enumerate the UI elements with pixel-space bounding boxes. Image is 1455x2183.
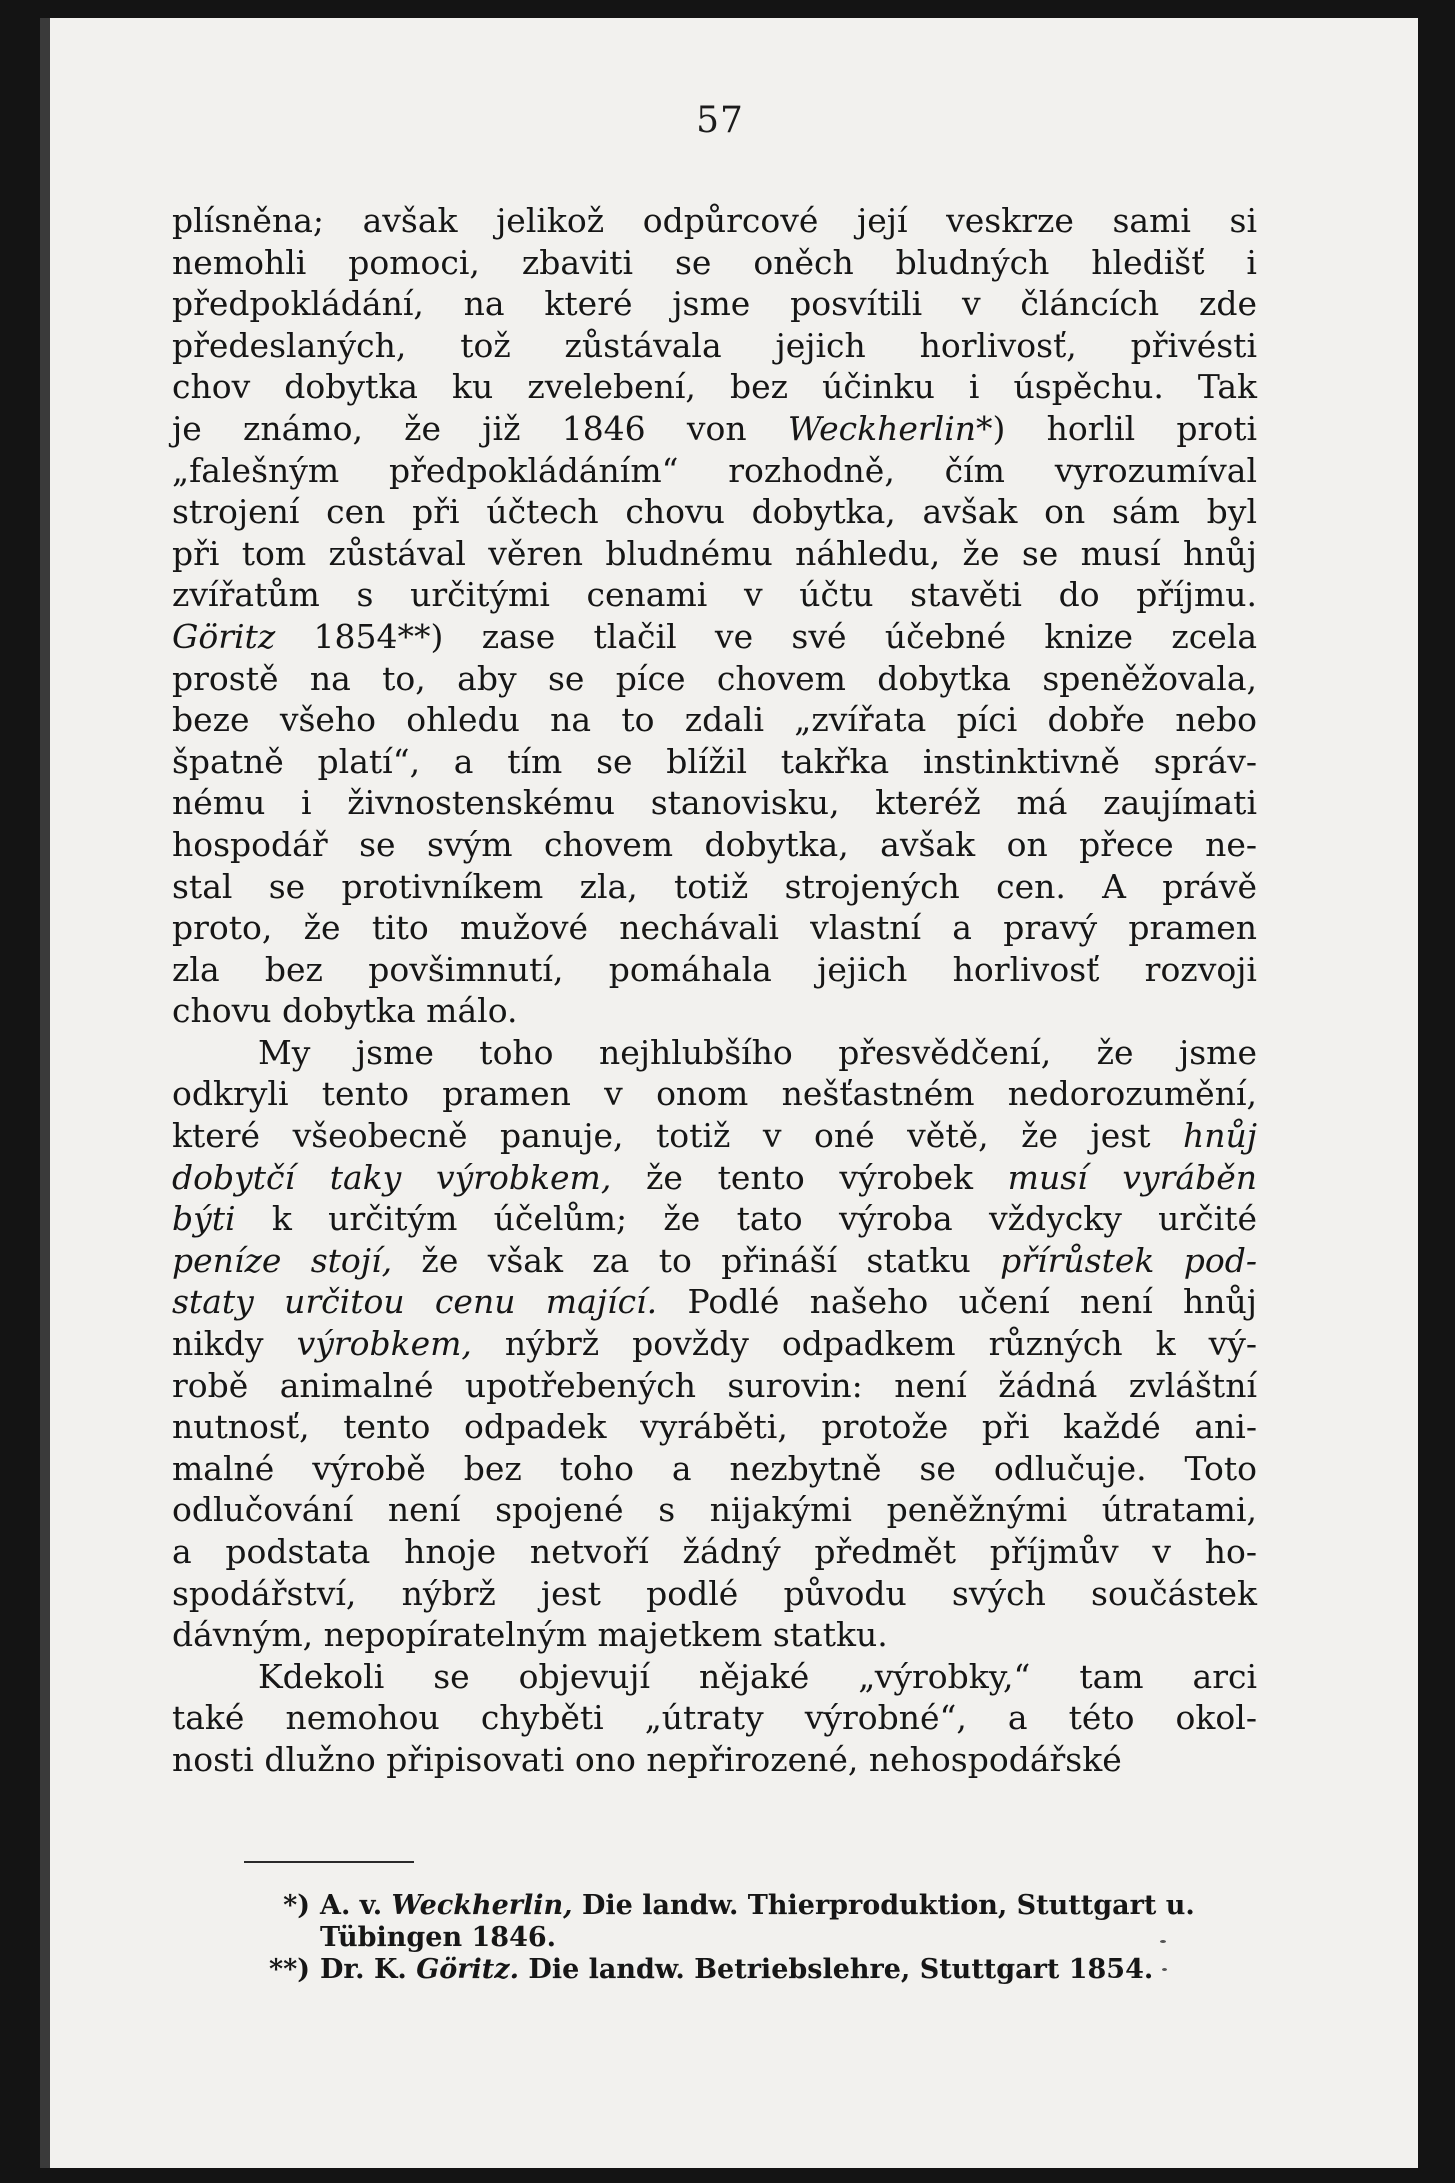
- italic-text: výrobkem,: [296, 1324, 472, 1364]
- text-line: peníze stojí, že však za to přináší statku přírůstek pod-: [172, 1240, 1257, 1280]
- text-line: proto, že tito mužové nechávali vlastní a pravý pramen: [172, 908, 1257, 948]
- text-line: robě animalné upotřebených surovin: není žádná zvláštní: [172, 1365, 1257, 1405]
- footnotes: [250, 1890, 1260, 1986]
- italic-text: musí vyráběn: [1007, 1157, 1257, 1197]
- text-line: plísněna; avšak jelikož odpůrcové její veskrze sami si: [172, 201, 1257, 240]
- footnote-line: **) Dr. K. Göritz. Die landw. Betriebslehre, Stuttgart 1854.: [250, 1954, 1260, 1986]
- italic-text: Göritz: [172, 616, 276, 656]
- italic-text: býti: [172, 1199, 236, 1239]
- paragraph: [172, 200, 1257, 1032]
- text-line: staty určitou cenu mající. Podlé našeho učení není hnůj: [172, 1282, 1257, 1322]
- text-line: prostě na to, aby se píce chovem dobytka speněžovala,: [172, 658, 1257, 698]
- text-line: býti k určitým účelům; že tato výroba vždycky určité: [172, 1199, 1257, 1239]
- body-text: [172, 200, 1257, 1781]
- italic-text: Weckherlin,: [391, 1890, 573, 1921]
- italic-text: hnůj: [1183, 1116, 1257, 1156]
- scan-speck: [1160, 1940, 1166, 1943]
- text-line: Kdekoli se objevují nějaké „výrobky,“ tam arci: [258, 1656, 1257, 1696]
- text-line: nému i živnostenskému stanovisku, kteréž má zaujímati: [172, 783, 1257, 823]
- text-line: nutnosť, tento odpadek vyráběti, protože při každé ani-: [172, 1407, 1257, 1447]
- italic-text: Göritz.: [416, 1954, 519, 1985]
- text-line: beze všeho ohledu na to zdali „zvířata píci dobře nebo: [172, 700, 1257, 740]
- text-line: při tom zůstával věren bludnému náhledu, že se musí hnůj: [172, 533, 1257, 573]
- italic-text: dobytčí taky výrobkem,: [172, 1157, 612, 1197]
- text-line: chov dobytka ku zvelebení, bez účinku i úspěchu. Tak: [172, 367, 1257, 407]
- text-line: nemohli pomoci, zbaviti se oněch bludných hledišť i: [172, 242, 1257, 282]
- text-line: špatně platí“, a tím se blížil takřka instinktivně správ-: [172, 741, 1257, 781]
- text-line: stal se protivníkem zla, totiž strojených cen. A právě: [172, 866, 1257, 906]
- text-line: zla bez povšimnutí, pomáhala jejich horlivosť rozvoji: [172, 949, 1257, 989]
- book-page: [40, 18, 1418, 2168]
- scan-speck: [1162, 1968, 1167, 1971]
- text-line: malné výrobě bez toho a nezbytně se odlučuje. Toto: [172, 1448, 1257, 1488]
- text-line: „falešným předpokládáním“ rozhodně, čím vyrozumíval: [172, 450, 1257, 490]
- text-line: nikdy výrobkem, nýbrž povždy odpadkem různých k vý-: [172, 1324, 1258, 1364]
- paragraph: [172, 1032, 1257, 1656]
- italic-text: staty určitou cenu mající.: [172, 1282, 658, 1322]
- italic-text: peníze stojí,: [172, 1240, 393, 1280]
- text-line: odkryli tento pramen v onom nešťastném nedorozumění,: [172, 1074, 1257, 1114]
- text-line: hospodář se svým chovem dobytka, avšak on přece ne-: [172, 824, 1257, 864]
- text-line: také nemohou chyběti „útraty výrobné“, a této okol-: [172, 1698, 1257, 1738]
- text-line: nosti dlužno připisovati ono nepřirozené, nehospodářské: [172, 1739, 1122, 1779]
- text-line: chovu dobytka málo.: [172, 991, 518, 1031]
- text-line: je známo, že již 1846 von Weckherlin*) horlil proti: [172, 408, 1258, 448]
- footnote-line: Tübingen 1846.: [320, 1922, 557, 1953]
- text-line: které všeobecně panuje, totiž v oné větě, že jest hnůj: [172, 1116, 1257, 1156]
- paragraph: [172, 1656, 1257, 1781]
- italic-text: Weckherlin: [787, 408, 977, 448]
- text-line: My jsme toho nejhlubšího přesvědčení, že jsme: [258, 1032, 1257, 1072]
- footnote-line: *) A. v. Weckherlin, Die landw. Thierproduktion, Stuttgart u.: [250, 1890, 1260, 1922]
- text-line: a podstata hnoje netvoří žádný předmět příjmův v ho-: [172, 1532, 1257, 1571]
- text-line: předeslaných, tož zůstávala jejich horlivosť, přivésti: [172, 325, 1257, 365]
- text-line: zvířatům s určitými cenami v účtu stavěti do příjmu.: [172, 575, 1257, 615]
- footnote-mark: **): [268, 1954, 310, 1985]
- text-line: dávným, nepopíratelným majetkem statku.: [172, 1615, 888, 1655]
- text-line: odlučování není spojené s nijakými peněžnými útratami,: [172, 1490, 1257, 1530]
- text-line: předpokládání, na které jsme posvítili v článcích zde: [172, 284, 1257, 324]
- text-line: strojení cen při účtech chovu dobytka, avšak on sám byl: [172, 492, 1257, 532]
- page-number: 57: [696, 100, 744, 141]
- text-line: spodářství, nýbrž jest podlé původu svých součástek: [172, 1573, 1257, 1613]
- italic-text: přírůstek pod-: [1000, 1240, 1257, 1280]
- text-line: Göritz 1854**) zase tlačil ve své účebné knize zcela: [172, 616, 1257, 656]
- footnote-mark: *): [283, 1890, 310, 1921]
- text-line: dobytčí taky výrobkem, že tento výrobek musí vyráběn: [172, 1157, 1257, 1197]
- footnote-divider: [244, 1861, 414, 1863]
